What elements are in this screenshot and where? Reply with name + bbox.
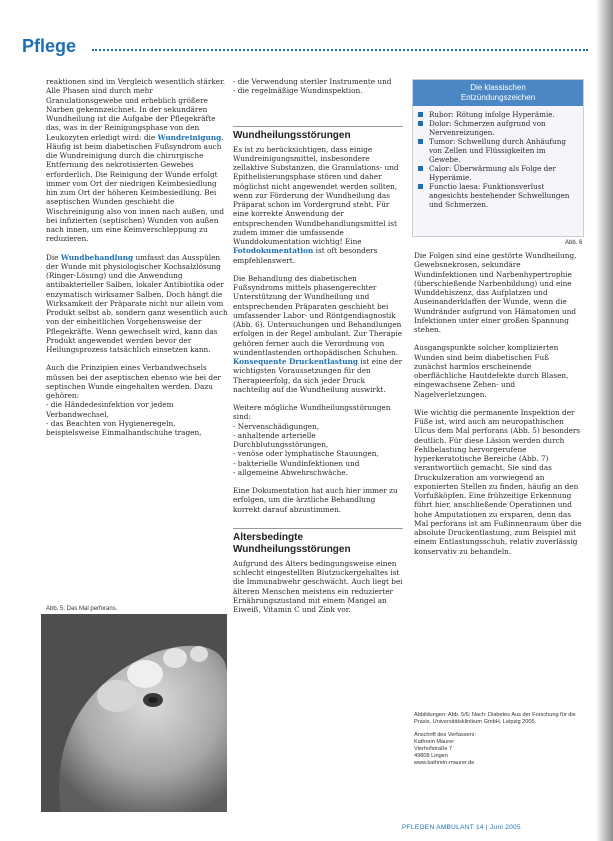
- section-heading: [233, 528, 403, 556]
- list-item-text: Functio laesa: Funktionsverlust angesichts bestehender Schwellungen und Schmerzen.: [429, 182, 570, 209]
- section-heading: Wundheilungsstörungen: [233, 126, 403, 142]
- author-address-line: Anschrift des Verfassers:: [414, 732, 476, 738]
- list-item: - das Beachten von Hygieneregeln, beispielsweise Einmalhandschuhe tragen,: [46, 418, 202, 437]
- paragraph: Wie wichtig die permanente Inspektion der Füße ist, wird auch am neuropathischen Ulcus dem Mal perforans (Abb. 5) besonders deutlich. Für diese Läsion werden durch Fehlbelastung hervorgerufene hyperkeratotische Bereiche (Abb. 7) verantwortlich gemacht. Sie sind das Druckulzeration am vorwiegend an exponierten Stellen zu finden, häufig an den Vorfußköpfen. Eine frühzeitige Erkennung führt hier, anschließende Operationen und hohe Amputationen zu ersparen, denn das Mal perforans ist am Fußinnenraum über die absolute Druckentlastung, zum Beispiel mit einem Entlastungsschuh, relativ zuverlässig konservativ zu behandeln.: [414, 407, 582, 556]
- text-run: . Häufig ist beim diabetischen Fußsyndrom auch die Wundreinigung durch die chirurgische Entfernung des nekrotisierten Gewebes erforderlich. Die Reinigung der Wunde erfolgt immer vom Ort der niedrigen Keimbesiedlung hin zum Ort der höheren Keimbesiedlung. Bei aseptischen Wunden geschieht die Wischreinigung also von innen nach außen, und bei infizierten (septischen) Wunden von außen nach innen, um eine Keimverschleppung zu reduzieren.: [46, 132, 225, 244]
- text-run: ist eine der wichtigsten Voraussetzungen für den Therapieerfolg, da sich jeder Druck nachteilig auf die Wundheilung auswirkt.: [233, 357, 403, 394]
- list-item: - die Händedesinfektion vor jedem Verbandwechsel,: [46, 400, 174, 419]
- list-item: - venöse oder lymphatische Stauungen,: [233, 449, 379, 459]
- figure-caption: Abb. 6: [565, 240, 583, 246]
- paragraph: [46, 77, 230, 244]
- info-box: [412, 79, 584, 237]
- text-run: Auch die Prinzipien eines Verbandwechsels müssen bei der aseptischen ebenso wie bei der septischen Wunde eingehalten werden. Dazu gehören:: [46, 363, 221, 400]
- paragraph: [233, 559, 403, 615]
- keyword: Fotodokumentation: [233, 246, 314, 256]
- info-box-title-line: Entzündungszeichen: [460, 93, 536, 102]
- paragraph: [233, 403, 403, 422]
- list-item: [417, 137, 579, 164]
- text-run: Die: [46, 252, 59, 262]
- keyword: Wundbehandlung: [60, 252, 134, 262]
- text-run: reaktionen sind im Vergleich wesentlich stärker. Alle Phasen sind durch mehr Granulationsgewebe und erheblich größere Narben gekennzeichnet. In der sekundären Wundheilung ist die Aufgabe der Pflegekräfte das, was in der Reinigungsphase von den Leukozyten erledigt wird: die: [46, 77, 226, 142]
- square-bullet-icon: [418, 166, 423, 171]
- square-bullet-icon: [418, 112, 423, 117]
- text-run: umfasst das Ausspülen der Wunde mit physiologischer Kochsalzlösung (Ringer-Lösung) und die Anwendung antibakterieller Salben, lokaler Antibiotika oder enzymatisch wirksamer Salben. Doch hängt die Wirksamkeit der Präparate nicht nur allein vom Produkt selbst ab, sondern ganz wesentlich auch von der einheitlichen Vorgehensweise der Pflegekräfte. Wenn gewechselt wird, kann das Produkt angewendet werden bevor der Heilungsprozess tatsächlich einsetzen kann.: [46, 252, 228, 354]
- header-divider: [92, 49, 588, 51]
- author-address-line: 49808 Lingen: [414, 753, 448, 759]
- foot-photo-graphic: [41, 614, 227, 812]
- paragraph: [233, 145, 403, 265]
- paragraph: [233, 274, 403, 394]
- heading-line: Altersbedingte: [233, 531, 304, 543]
- list-item: - bakterielle Wundinfektionen und: [233, 458, 360, 468]
- keyword: Wundreinigung: [157, 132, 222, 142]
- credits: [414, 712, 584, 767]
- text-run: Aufgrund des Alters bedingungsweise einen schlecht eingestellten Blutzuckergehaltes ist die Immunabwehr geschwächt. Auch liegt bei älteren Menschen meistens ein reduzierter Ernährungszustand mit einem Mangel an Eiweiß, Vitamin C und Zink vor.: [233, 558, 403, 614]
- list-item: [417, 164, 579, 182]
- paragraph: Die Folgen sind eine gestörte Wundheilung, Gewebsnekrosen, sekundäre Wundinfektionen und Narbenhypertrophie (überschießende Narbenbildung) und eine Wunddehiszenz, das Aufplatzen und Auseinanderklaffen der Wunde, wenn die Wundränder aufgrund von Hämatomen und Infektionen unter einer großen Spannung stehen.: [414, 251, 577, 334]
- text-run: Weitere mögliche Wundheilungsstörungen sind:: [233, 403, 391, 422]
- foot-photo: [41, 614, 227, 812]
- list-item: - anhaltende arterielle Durchblutungsstörungen,: [233, 430, 329, 449]
- info-box-title: [413, 80, 583, 106]
- text-run: Eine Dokumentation hat auch hier immer zu erfolgen, um die ärztliche Behandlung korrekt darauf abzustimmen.: [233, 486, 398, 514]
- column-3: [414, 251, 584, 565]
- list-item-text: Rubor: Rötung infolge Hyperämie.: [429, 110, 555, 119]
- author-address-line: www.kathrein-maurer.de: [414, 760, 475, 766]
- list-item-text: Dolor: Schmerzen aufgrund von Nervenreizungen.: [429, 119, 546, 137]
- author-address-line: Kathrein Maurer: [414, 739, 455, 745]
- list-item: - allgemeine Abwehrschwäche.: [233, 467, 348, 477]
- section-title: Pflege: [22, 36, 77, 56]
- list-item-text: Calor: Überwärmung als Folge der Hyperämie.: [429, 164, 556, 182]
- list-item: - Nervenschädigungen,: [233, 421, 320, 431]
- column-2: [233, 77, 403, 623]
- page-edge-shadow: [596, 0, 613, 841]
- square-bullet-icon: [418, 184, 423, 189]
- info-box-list: [417, 110, 579, 209]
- keyword: Konsequente Druckentlastung: [233, 357, 358, 366]
- text-run: Die Behandlung des diabetischen Fußsyndroms mittels phasengerechter Unterstützung der Wundheilung und entsprechenden Präparaten geschieht bei umfassender Labor- und Röntgendiagnostik (Abb. 6). Untersuchungen und Behandlungen erfolgen in der Regel ambulant. Zur Therapie gehören ferner auch die Verordnung von wundentlastenden orthopädischen Schuhen.: [233, 273, 403, 357]
- image-credits: Abbildungen: Abb. 5/6: Nach: Diabetes Aus der Forschung für die Praxis, Universitätsklinikum GmbH, Leipzig 2005.: [414, 712, 576, 725]
- list-item: - die regelmäßige Wundinspektion.: [233, 86, 363, 96]
- list-item-text: Tumor: Schwellung durch Anhäufung von Zellen und Flüssigkeiten im Gewebe.: [429, 137, 566, 164]
- text-run: ist oft besonders empfehlenswert.: [233, 246, 378, 265]
- author-address-line: Vierhofstraße 7: [414, 746, 453, 752]
- figure-caption: Abb. 5: Das Mal perforans.: [46, 606, 118, 612]
- paragraph: [46, 363, 230, 400]
- square-bullet-icon: [418, 121, 423, 126]
- list-item: [417, 182, 579, 209]
- paragraph: [46, 253, 230, 355]
- text-run: Es ist zu berücksichtigen, dass einige Wundreinigungsmittel, insbesondere zellaktive Substanzen, die Granulations- und Epithelisierungsphase stören und daher möglichst nicht angewendet werden sollten, wenn zur Förderung der Wundheilung das Präparat schon im Vordergrund steht. Für eine korrekte Anwendung der entsprechenden Wundbehandlungsmittel ist zudem immer die umfassende Wunddokumentation wichtig! Eine: [233, 144, 399, 246]
- page-footer: PFLEGEN AMBULANT 14 | Juni 2005: [402, 824, 521, 831]
- column-1: [46, 77, 230, 437]
- square-bullet-icon: [418, 139, 423, 144]
- paragraph: Ausgangspunkte solcher komplizierten Wunden sind beim diabetischen Fuß zunächst harmlos erscheinende oberflächliche Hautdefekte durch Blasen, eingewachsene Zehen- und Nagelverletzungen.: [414, 343, 569, 399]
- paragraph: [233, 486, 403, 514]
- list-item: [417, 119, 579, 137]
- info-box-title-line: Die klassischen: [470, 83, 526, 92]
- list-item: [417, 110, 579, 119]
- list-item: - die Verwendung steriler Instrumente und: [233, 77, 392, 86]
- heading-line: Wundheilungsstörungen: [233, 543, 351, 555]
